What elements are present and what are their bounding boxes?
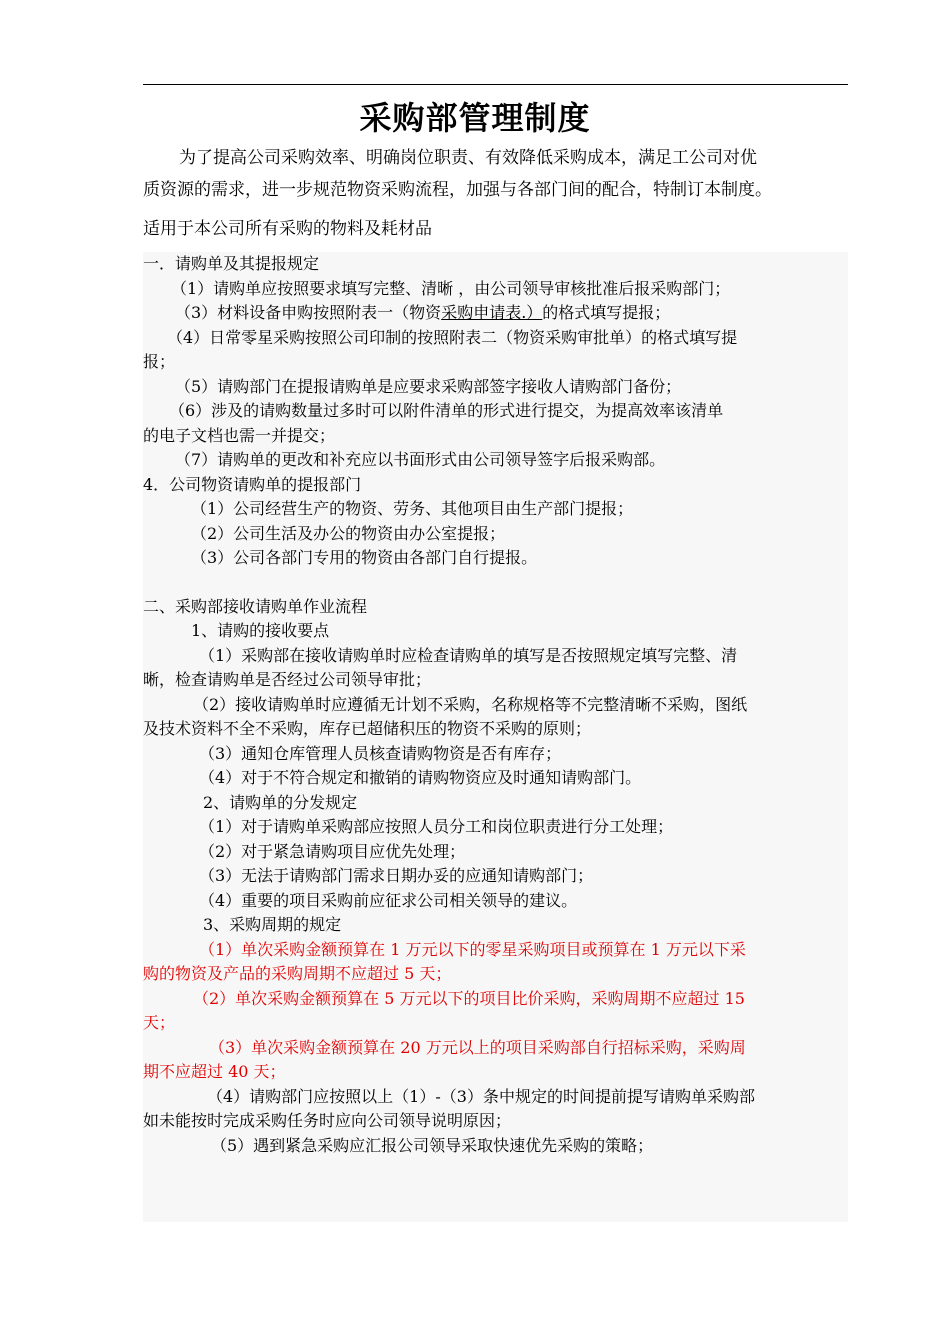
subsection-2-3-item-5: （5）遇到紧急采购应汇报公司领导采取快速优先采购的策略； [211,1135,654,1155]
intro-line-1: 为了提高公司采购效率、明确岗位职责、有效降低采购成本，满足工公司对优 [179,148,757,168]
subsection-2-3-item-2-line-1: （2）单次采购金额预算在 5 万元以下的项目比价采购，采购周期不应超过 15 [193,988,745,1008]
section-1-item-4-line-2: 报； [143,352,176,371]
subsection-2-3-item-4-line-2: 如未能按时完成采购任务时应向公司领导说明原因； [143,1111,512,1130]
subsection-2-3-item-3-line-2: 期不应超过 40 天； [143,1062,286,1081]
subsection-4-item: （3）公司各部门专用的物资由各部门自行提报。 [191,548,538,567]
subsection-2-3-item-2-line-2: 天； [143,1013,176,1032]
section-1-item-6-line-1: （6）涉及的请购数量过多时可以附件清单的形式进行提交，为提高效率该清单 [169,401,724,420]
subsection-2-2-item: （3）无法于请购部门需求日期办妥的应通知请购部门； [199,866,594,885]
document-title: 采购部管理制度 [359,99,591,137]
subsection-4-item: （2）公司生活及办公的物资由办公室提报； [191,523,506,543]
subsection-2-3-item-1-line-2: 购的物资及产品的采购周期不应超过 5 天； [143,964,452,983]
subsection-2-3-item-3-line-1: （3）单次采购金额预算在 20 万元以上的项目采购部自行招标采购，采购周 [209,1037,746,1057]
subsection-2-2-heading: 2、请购单的分发规定 [203,792,358,812]
subsection-2-3-heading: 3、采购周期的规定 [203,915,342,934]
subsection-2-1-item-2-line-2: 及技术资料不全不采购，库存已超储积压的物资不采购的原则； [143,719,592,738]
subsection-2-1-item-3: （3）通知仓库管理人员核查请购物资是否有库存； [199,743,562,763]
subsection-2-2-item: （1）对于请购单采购部应按照人员分工和岗位职责进行分工处理； [199,817,674,836]
attachment-one-reference: 采购申请表.） [441,303,543,322]
subsection-4-item: （1）公司经营生产的物资、劳务、其他项目由生产部门提报； [191,499,634,518]
scope-statement: 适用于本公司所有采购的物料及耗材品 [143,219,432,239]
subsection-4-heading: 4．公司物资请购单的提报部门 [143,474,362,494]
subsection-2-3-item-1-line-1: （1）单次采购金额预算在 1 万元以下的零星采购项目或预算在 1 万元以下采 [199,939,746,959]
subsection-2-1-item-1-line-1: （1）采购部在接收请购单时应检查请购单的填写是否按照规定填写完整、清 [199,645,738,665]
document-body [143,252,848,1222]
subsection-2-2-item: （4）重要的项目采购前应征求公司相关领导的建议。 [199,890,578,910]
subsection-2-2-item: （2）对于紧急请购项目应优先处理； [199,841,466,861]
section-1-item-4-line-1: （4）日常零星采购按照公司印制的按照附表二（物资采购审批单）的格式填写提 [167,327,738,347]
subsection-2-1-item-1-line-2: 晰，检查请购单是否经过公司领导审批； [143,670,432,689]
header-rule [143,84,848,85]
section-1-heading: 一．请购单及其提报规定 [143,254,320,273]
subsection-2-1-heading: 1、请购的接收要点 [191,621,330,640]
section-1-item-6-line-2: 的电子文档也需一并提交； [143,425,336,445]
intro-line-2: 质资源的需求，进一步规范物资采购流程，加强与各部门间的配合，特制订本制度。 [143,180,772,200]
intro-paragraph [143,142,848,206]
section-1-item-5: （5）请购部门在提报请购单是应要求采购部签字接收人请购部门备份； [175,376,682,396]
subsection-2-1-item-4: （4）对于不符合规定和撤销的请购物资应及时通知请购部门。 [199,768,642,787]
section-1-item-7: （7）请购单的更改和补充应以书面形式由公司领导签字后报采购部。 [175,450,666,469]
section-2-heading: 二、采购部接收请购单作业流程 [143,596,368,616]
blank-line [143,571,848,595]
subsection-2-1-item-2-line-1: （2）接收请购单时应遵循无计划不采购，名称规格等不完整清晰不采购，图纸 [193,694,748,714]
section-1-item-3: （3）材料设备申购按照附表一（物资采购申请表.）的格式填写提报； [175,303,671,322]
subsection-2-3-item-4-line-1: （4）请购部门应按照以上（1）-（3）条中规定的时间提前提写请购单采购部 [207,1086,755,1106]
section-1-item-1: （1）请购单应按照要求填写完整、清晰 ，由公司领导审核批准后报采购部门； [171,278,731,298]
